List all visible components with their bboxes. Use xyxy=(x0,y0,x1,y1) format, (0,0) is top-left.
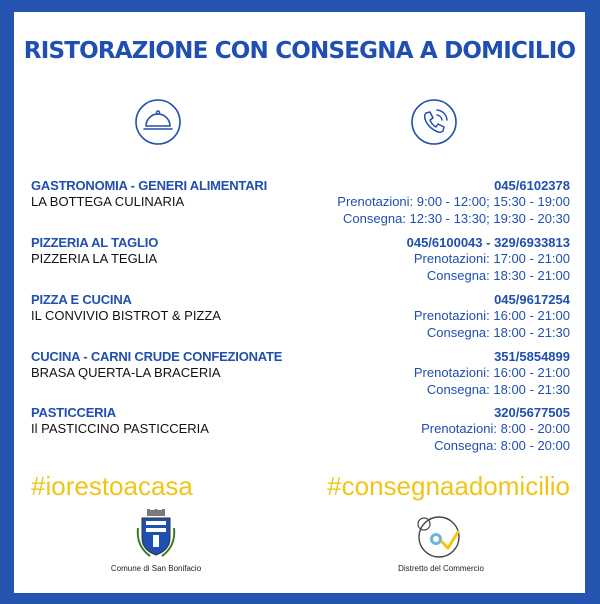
booking-hours: Prenotazioni: 17:00 - 21:00 xyxy=(413,251,570,266)
booking-hours: Prenotazioni: 16:00 - 21:00 xyxy=(413,308,570,323)
list-item xyxy=(14,405,585,455)
category-label: GASTRONOMIA - GENERI ALIMENTARI xyxy=(31,178,267,193)
phone-number: 045/6100043 - 329/6933813 xyxy=(406,235,570,250)
delivery-hours: Consegna: 18:30 - 21:00 xyxy=(426,268,570,283)
list-item xyxy=(14,292,585,342)
booking-hours: Prenotazioni: 9:00 - 12:00; 15:30 - 19:00 xyxy=(337,194,570,209)
category-label: CUCINA - CARNI CRUDE CONFEZIONATE xyxy=(31,349,283,364)
business-name: PIZZERIA LA TEGLIA xyxy=(31,251,158,266)
delivery-hours: Consegna: 8:00 - 20:00 xyxy=(434,438,570,453)
phone-number: 045/9617254 xyxy=(494,292,570,307)
delivery-hours: Consegna: 18:00 - 21:30 xyxy=(426,325,570,340)
delivery-hours: Consegna: 18:00 - 21:30 xyxy=(426,382,570,397)
business-name: BRASA QUERTA-LA BRACERIA xyxy=(31,365,221,380)
business-name: Il PASTICCINO PASTICCERIA xyxy=(31,421,209,436)
list-item xyxy=(14,178,585,228)
food-cloche-icon xyxy=(134,98,182,146)
hashtag-consegnaadomicilio: #consegnaadomicilio xyxy=(327,471,570,501)
business-name: IL CONVIVIO BISTROT & PIZZA xyxy=(31,308,221,323)
page-title: RISTORAZIONE CON CONSEGNA A DOMICILIO xyxy=(23,38,576,64)
distretto-logo xyxy=(414,512,464,562)
hashtag-iorestoacasa: #iorestoacasa xyxy=(31,471,193,501)
comune-caption: Comune di San Bonifacio xyxy=(110,564,202,573)
list-item xyxy=(14,235,585,285)
booking-hours: Prenotazioni: 8:00 - 20:00 xyxy=(421,421,570,436)
phone-number: 320/5677505 xyxy=(494,405,570,420)
delivery-hours: Consegna: 12:30 - 13:30; 19:30 - 20:30 xyxy=(343,211,570,226)
category-label: PIZZA E CUCINA xyxy=(31,292,132,307)
category-label: PIZZERIA AL TAGLIO xyxy=(31,235,159,250)
list-item xyxy=(14,349,585,399)
flyer-card xyxy=(14,12,585,593)
booking-hours: Prenotazioni: 16:00 - 21:00 xyxy=(413,365,570,380)
category-label: PASTICCERIA xyxy=(31,405,116,420)
phone-number: 351/5854899 xyxy=(494,349,570,364)
comune-coat-of-arms-logo xyxy=(134,508,178,560)
business-name: LA BOTTEGA CULINARIA xyxy=(31,194,185,209)
phone-call-icon xyxy=(410,98,458,146)
phone-number: 045/6102378 xyxy=(494,178,570,193)
distretto-caption: Distretto del Commercio xyxy=(398,564,484,573)
